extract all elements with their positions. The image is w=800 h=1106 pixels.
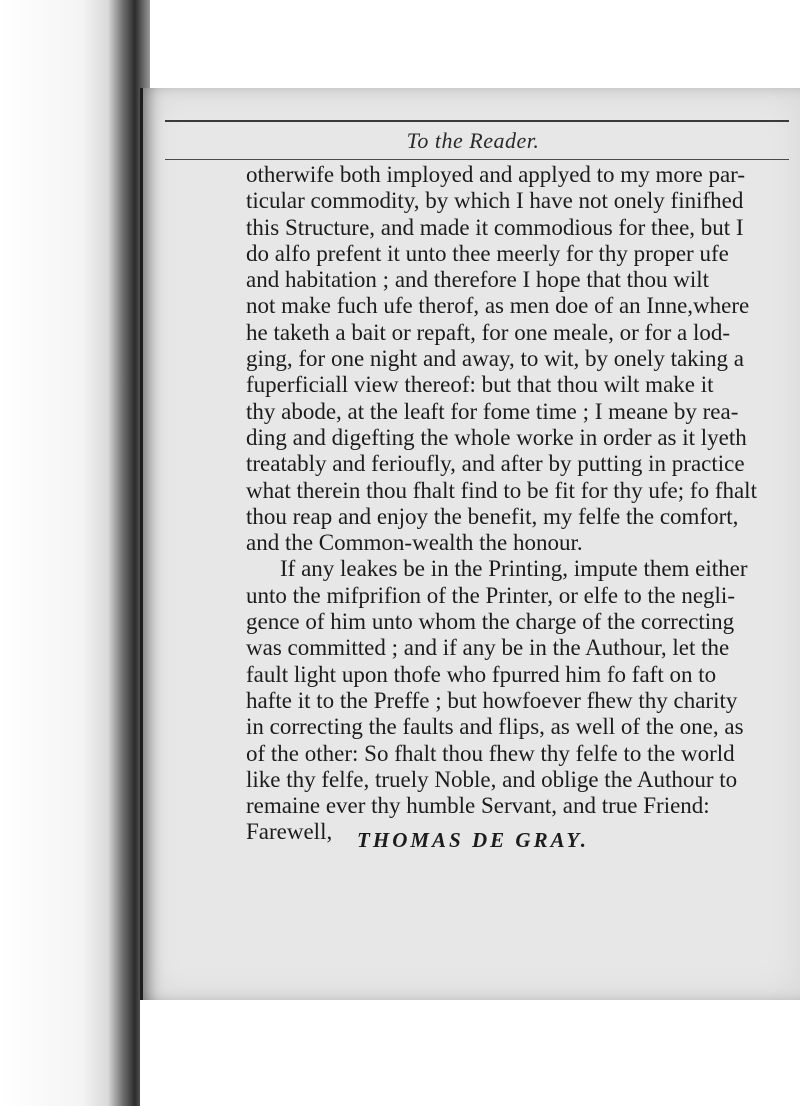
text-line: ding and digefting the whole worke in order as it lyeth xyxy=(246,424,747,450)
text-line: this Structure, and made it commodious for thee, but I xyxy=(246,214,744,240)
header-rule xyxy=(165,159,789,160)
text-line: treatably and ferioufly, and after by putting in practice xyxy=(246,451,745,477)
text-line: like thy felfe, truely Noble, and oblige the Authour to xyxy=(246,766,738,792)
text-line: and habitation ; and therefore I hope that thou wilt xyxy=(246,267,710,293)
book-page xyxy=(140,88,800,1000)
text-line: of the other: So fhalt thou fhew thy felfe to the world xyxy=(246,740,735,766)
text-line: thy abode, at the leaft for fome time ; I meane by rea- xyxy=(246,398,739,424)
text-line: was committed ; and if any be in the Authour, let the xyxy=(246,635,730,661)
body-text xyxy=(246,162,800,846)
author-signature: THOMAS DE GRAY. xyxy=(357,828,589,852)
page-bottom-margin xyxy=(140,1000,800,1106)
text-line: in correcting the faults and flips, as well of the one, as xyxy=(246,714,744,740)
text-line: do alfo prefent it unto thee meerly for thy proper ufe xyxy=(246,240,729,266)
text-line: fuperficiall view thereof: but that thou wilt make it xyxy=(246,372,714,398)
text-line: If any leakes be in the Printing, impute them either xyxy=(280,556,748,582)
text-line: Farewell, xyxy=(246,819,333,845)
text-line: remaine ever thy humble Servant, and true Friend: xyxy=(246,793,710,819)
text-line: unto the mifprifion of the Printer, or elfe to the negli- xyxy=(246,582,735,608)
top-border-rule xyxy=(165,120,789,122)
text-line: gence of him unto whom the charge of the correcting xyxy=(246,609,735,635)
text-line: ging, for one night and away, to wit, by onely taking a xyxy=(246,346,745,372)
text-line: what therein thou fhalt find to be fit for thy ufe; fo fhalt xyxy=(246,477,757,503)
text-line: thou reap and enjoy the benefit, my felfe the comfort, xyxy=(246,503,739,529)
text-line: and the Common-wealth the honour. xyxy=(246,530,583,556)
text-line: otherwife both imployed and applyed to my more par- xyxy=(246,162,746,187)
text-line: he taketh a bait or repaft, for one meale, or for a lod- xyxy=(246,319,731,345)
text-line: fault light upon thofe who fpurred him fo faft on to xyxy=(246,661,717,687)
text-line: ticular commodity, by which I have not onely finifhed xyxy=(246,188,744,214)
text-line: not make fuch ufe therof, as men doe of an Inne,where xyxy=(246,293,750,319)
text-line: hafte it to the Preffe ; but howfoever fhew thy charity xyxy=(246,687,738,713)
book-gutter-shadow xyxy=(0,0,150,1106)
running-head: To the Reader. xyxy=(406,128,540,153)
